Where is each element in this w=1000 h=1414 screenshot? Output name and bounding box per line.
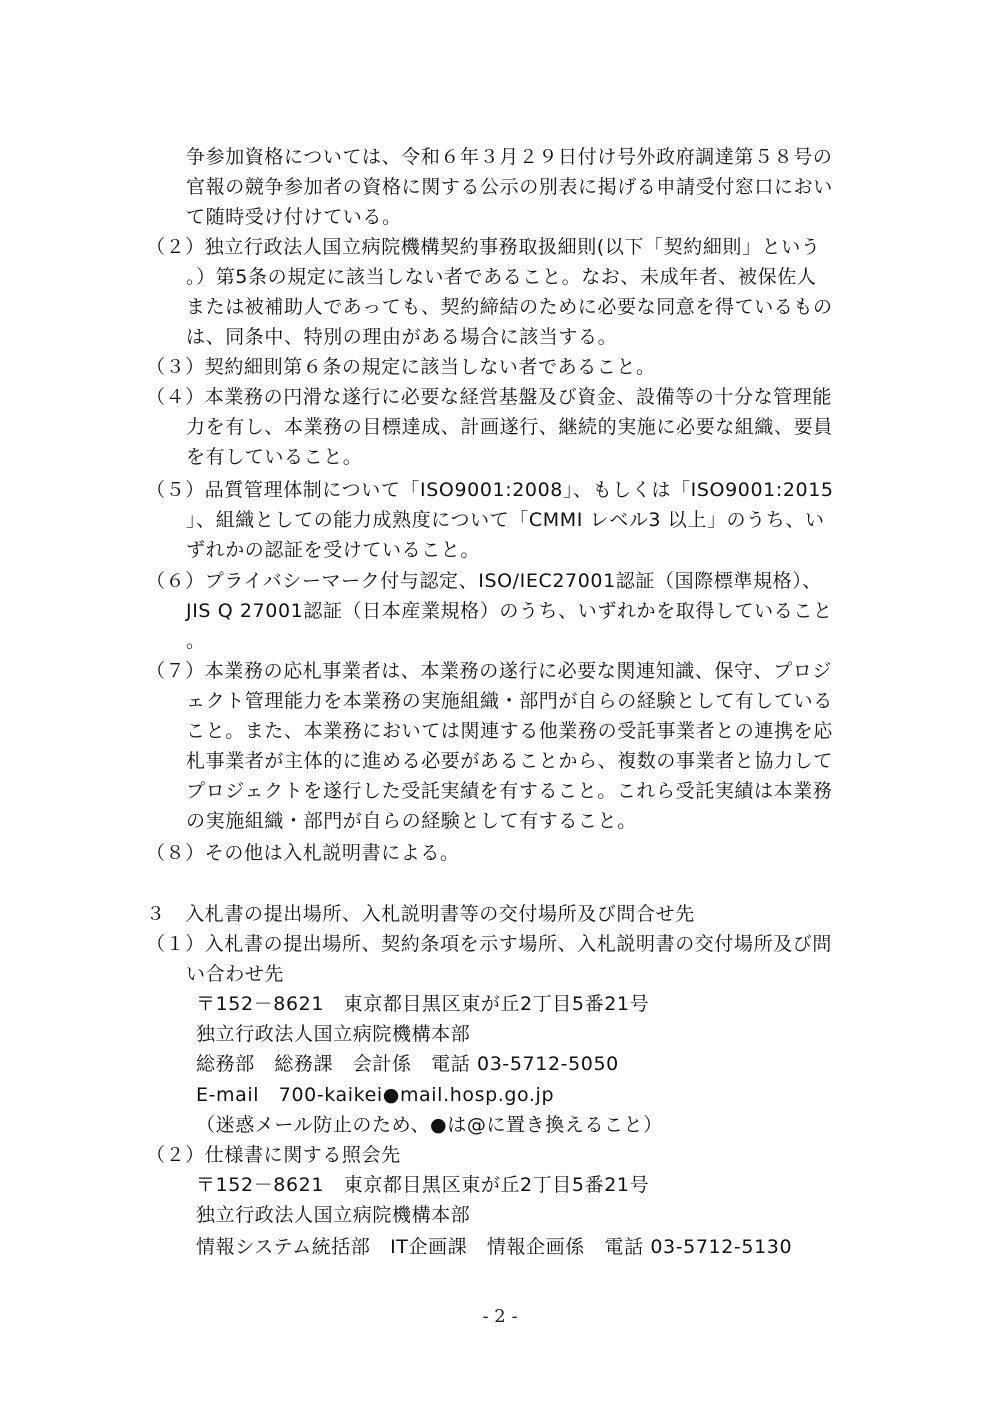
- contact-line: 総務部 総務課 会計係 電話 03-5712-5050: [196, 1053, 619, 1075]
- text-line: 」、組織としての能力成熟度について「CMMI レベル3 以上」のうち、い: [186, 509, 825, 531]
- text-line: 札事業者が主体的に進める必要があることから、複数の事業者と協力して: [186, 750, 833, 772]
- address-line: 独立行政法人国立病院機構本部: [196, 1023, 471, 1045]
- text-line: （２）仕様書に関する照会先: [146, 1144, 401, 1166]
- page-number: - 2 -: [482, 1306, 518, 1327]
- email-line: E-mail 700-kaikei●mail.hosp.go.jp: [196, 1084, 555, 1106]
- text-line: （１）入札書の提出場所、契約条項を示す場所、入札説明書の交付場所及び問: [146, 933, 833, 955]
- text-line: 。）第5条の規定に該当しない者であること。なお、未成年者、被保佐人: [186, 266, 817, 288]
- text-line: （６）プライバシーマーク付与認定、ISO/IEC27001認証（国際標準規格）、: [146, 570, 822, 592]
- text-line: （５）品質管理体制について「ISO9001:2008」、もしくは「ISO9001:2015: [146, 479, 834, 501]
- text-line: い合わせ先: [186, 963, 285, 985]
- address-line: 〒152－8621 東京都目黒区東が丘2丁目5番21号: [196, 993, 650, 1015]
- text-line: （８）その他は入札説明書による。: [146, 842, 460, 864]
- text-line: は、同条中、特別の理由がある場合に該当する。: [186, 326, 618, 348]
- text-line: 争参加資格については、令和６年３月２９日付け号外政府調達第５８号の: [186, 146, 833, 168]
- text-line: 力を有し、本業務の目標達成、計画遂行、継続的実施に必要な組織、要員: [186, 416, 833, 438]
- text-line: て随時受け付けている。: [186, 206, 402, 228]
- text-line: JIS Q 27001認証（日本産業規格）のうち、いずれかを取得していること: [186, 600, 833, 622]
- text-line: （７）本業務の応札事業者は、本業務の遂行に必要な関連知識、保守、プロジ: [146, 660, 833, 682]
- text-line: を有していること。: [186, 446, 363, 468]
- note-line: （迷惑メール防止のため、●は@に置き換えること）: [196, 1114, 663, 1136]
- text-line: （４）本業務の円滑な遂行に必要な経営基盤及び資金、設備等の十分な管理能: [146, 386, 833, 408]
- text-line: または被補助人であっても、契約締結のために必要な同意を得ているもの: [186, 296, 833, 318]
- section-heading: ３ 入札書の提出場所、入札説明書等の交付場所及び問合せ先: [146, 903, 695, 925]
- text-line: 官報の競争参加者の資格に関する公示の別表に掲げる申請受付窓口におい: [186, 176, 833, 198]
- text-line: （２）独立行政法人国立病院機構契約事務取扱細則(以下「契約細則」という: [146, 236, 821, 258]
- address-line: 〒152－8621 東京都目黒区東が丘2丁目5番21号: [196, 1174, 650, 1196]
- text-line: ずれかの認証を受けていること。: [186, 539, 481, 561]
- address-line: 独立行政法人国立病院機構本部: [196, 1204, 471, 1226]
- contact-line: 情報システム統括部 IT企画課 情報企画係 電話 03-5712-5130: [196, 1236, 793, 1258]
- text-line: プロジェクトを遂行した受託実績を有すること。これら受託実績は本業務: [186, 780, 833, 802]
- text-line: 。: [186, 630, 206, 652]
- text-line: の実施組織・部門が自らの経験として有すること。: [186, 810, 637, 832]
- text-line: （３）契約細則第６条の規定に該当しない者であること。: [146, 356, 656, 378]
- text-line: ェクト管理能力を本業務の実施組織・部門が自らの経験として有している: [186, 690, 833, 712]
- text-line: こと。また、本業務においては関連する他業務の受託事業者との連携を応: [186, 720, 833, 742]
